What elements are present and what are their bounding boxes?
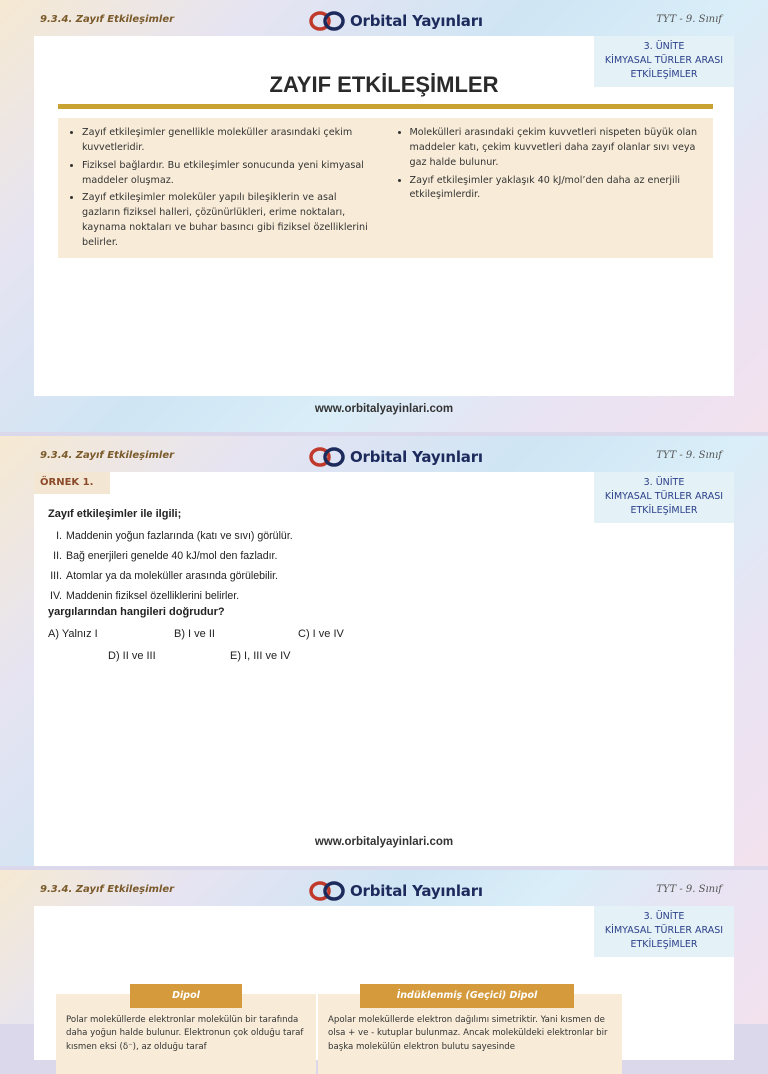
- unit-box: [594, 472, 734, 523]
- answer-options: [48, 624, 388, 672]
- slide-3: [0, 870, 768, 1052]
- unit-title-line1: KİMYASAL TÜRLER ARASI: [604, 490, 724, 502]
- dipol-text: Polar moleküllerde elektronlar molekülün bir tarafında daha yoğun halde bulunur. Elektronun çok olduğu taraf kısmen eksi (δ⁻), az olduğu taraf: [66, 1015, 304, 1052]
- footer-url[interactable]: www.orbitalyayinlari.com: [314, 836, 454, 848]
- option-d[interactable]: D) II ve III: [108, 650, 156, 662]
- info-column-right: [386, 118, 714, 258]
- question-block: [48, 508, 388, 672]
- dipol-panel: [56, 990, 316, 1074]
- bullet-item: • Zayıf etkileşimler moleküler yapılı bileşiklerin ve asal gazların fiziksel halleri, çözünürlükleri, erime noktaları, kaynama noktaları ve buhar basıncı gibi fiziksel özelliklerini belirler.: [82, 191, 376, 250]
- info-column-left: [58, 118, 386, 258]
- option-a[interactable]: A) Yalnız I: [48, 628, 98, 640]
- content-card: [34, 906, 734, 1060]
- question-stem: Zayıf etkileşimler ile ilgili;: [48, 508, 182, 520]
- brand-logo: [308, 444, 483, 470]
- induced-dipole-label: İndüklenmiş (Geçici) Dipol: [360, 984, 574, 1008]
- bullet-item: • Molekülleri arasındaki çekim kuvvetleri nispeten büyük olan maddeler katı, çekim kuvvetleri daha zayıf olanlar sıvı veya gaz halde bulunur.: [410, 126, 704, 171]
- grade-label: TYT - 9. Sınıf: [656, 884, 722, 895]
- footer-url[interactable]: www.orbitalyayinlari.com: [314, 403, 454, 415]
- statement-item: II. Bağ enerjileri genelde 40 kJ/mol den fazladır.: [53, 550, 278, 562]
- grade-label: TYT - 9. Sınıf: [656, 450, 722, 461]
- info-panel: [58, 118, 713, 258]
- brand-name: Orbital Yayınları: [350, 12, 483, 30]
- brand-logo: [308, 878, 483, 904]
- title-divider: [58, 104, 713, 109]
- orbital-logo-icon: [308, 10, 346, 32]
- orbital-logo-icon: [308, 446, 346, 468]
- induced-dipole-panel: [318, 990, 622, 1074]
- question-prompt: yargılarından hangileri doğrudur?: [48, 606, 225, 618]
- option-b[interactable]: B) I ve II: [174, 628, 215, 640]
- example-label: ÖRNEK 1.: [34, 472, 110, 494]
- unit-title-line2: ETKİLEŞİMLER: [630, 504, 698, 516]
- orbital-logo-icon: [308, 880, 346, 902]
- slide-2: [0, 436, 768, 866]
- unit-number: 3. ÜNİTE: [643, 911, 685, 922]
- option-c[interactable]: C) I ve IV: [298, 628, 344, 640]
- slide-1: [0, 0, 768, 432]
- brand-name: Orbital Yayınları: [350, 448, 483, 466]
- unit-title-line1: KİMYASAL TÜRLER ARASI: [604, 54, 724, 66]
- section-label: 9.3.4. Zayıf Etkileşimler: [40, 884, 175, 895]
- content-card: [34, 472, 734, 866]
- unit-number: 3. ÜNİTE: [643, 477, 685, 488]
- content-card: [34, 36, 734, 396]
- section-label: 9.3.4. Zayıf Etkileşimler: [40, 14, 175, 25]
- induced-dipole-text: Apolar moleküllerde elektron dağılımı simetriktir. Yani kısmen de olsa + ve - kutuplar bulunmaz. Ancak moleküldeki elektronlar bir başka molekülün elektron bulutu sayesinde: [328, 1015, 608, 1052]
- grade-label: TYT - 9. Sınıf: [656, 14, 722, 25]
- statement-item: IV. Maddenin fiziksel özelliklerini belirler.: [50, 590, 240, 602]
- option-e[interactable]: E) I, III ve IV: [230, 650, 291, 662]
- brand-name: Orbital Yayınları: [350, 882, 483, 900]
- unit-box: [594, 906, 734, 957]
- page-title: ZAYIF ETKİLEŞİMLER: [269, 72, 499, 97]
- unit-number: 3. ÜNİTE: [643, 41, 685, 52]
- section-label: 9.3.4. Zayıf Etkileşimler: [40, 450, 175, 461]
- dipol-label: Dipol: [130, 984, 242, 1008]
- bullet-item: • Fiziksel bağlardır. Bu etkileşimler sonucunda yeni kimyasal maddeler oluşmaz.: [82, 159, 376, 189]
- bullet-item: • Zayıf etkileşimler yaklaşık 40 kJ/mol’den daha az enerjili etkileşimlerdir.: [410, 174, 704, 204]
- statement-item: III. Atomlar ya da moleküller arasında görülebilir.: [50, 570, 278, 582]
- statement-item: I. Maddenin yoğun fazlarında (katı ve sıvı) görülür.: [56, 530, 293, 542]
- bullet-item: • Zayıf etkileşimler genellikle moleküller arasındaki çekim kuvvetleridir.: [82, 126, 376, 156]
- brand-logo: [308, 8, 483, 34]
- unit-title-line1: KİMYASAL TÜRLER ARASI: [604, 924, 724, 936]
- unit-title-line2: ETKİLEŞİMLER: [630, 938, 698, 950]
- unit-title-line2: ETKİLEŞİMLER: [630, 68, 698, 80]
